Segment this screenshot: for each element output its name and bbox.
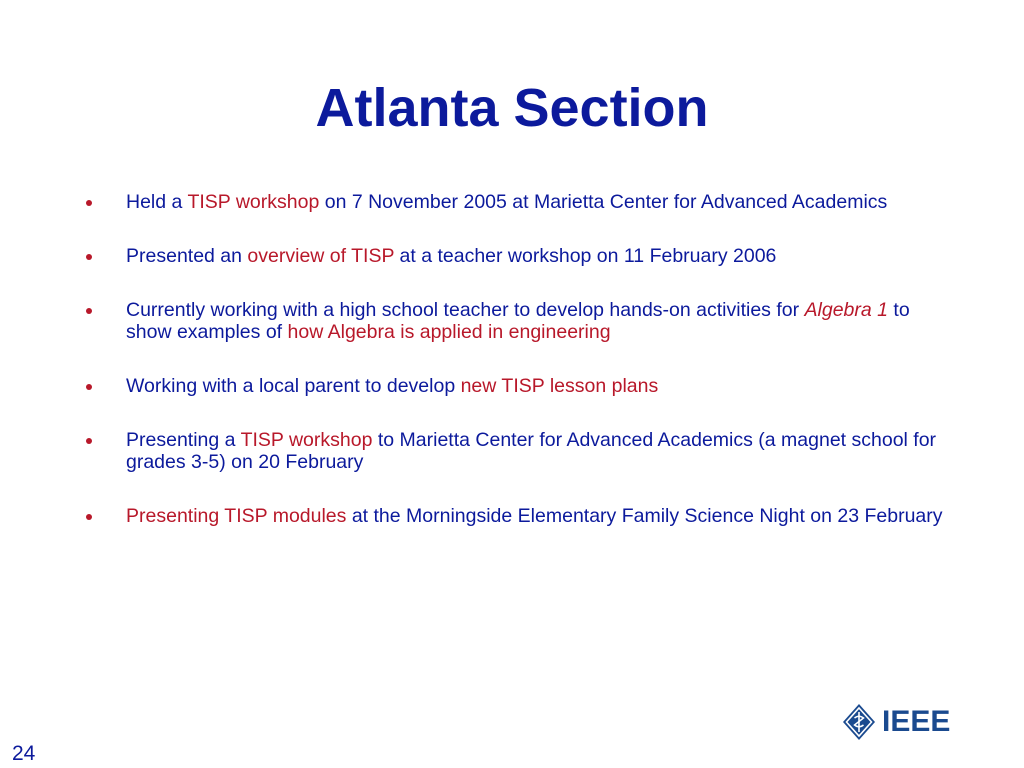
bullet-text-part: to Marietta Center for Advanced Academics (a magnet school for grades 3-5) on 20 February bbox=[126, 429, 937, 473]
bullet-text-part: on 7 November 2005 at Marietta Center for Advanced Academics bbox=[319, 191, 888, 213]
bullet-item bbox=[84, 245, 944, 267]
bullet-dot-icon bbox=[86, 254, 92, 260]
bullet-text-part: at a teacher workshop on 11 February 2006 bbox=[394, 245, 777, 267]
bullet-text-part: to show examples of bbox=[126, 299, 910, 343]
bullet-highlight-text: TISP workshop bbox=[240, 429, 373, 451]
ieee-diamond-icon bbox=[842, 703, 876, 741]
bullet-text-part: at the Morningside Elementary Family Science Night on 23 February bbox=[346, 505, 943, 527]
bullet-dot-icon bbox=[86, 200, 92, 206]
bullet-item bbox=[84, 505, 944, 527]
bullet-item bbox=[84, 429, 944, 473]
ieee-logo bbox=[842, 702, 950, 742]
bullet-highlight-italic-text: Algebra 1 bbox=[804, 299, 889, 321]
bullet-text-part: Held a bbox=[126, 191, 188, 213]
ieee-logo-text: IEEE bbox=[882, 705, 951, 738]
slide-title: Atlanta Section bbox=[315, 78, 709, 138]
bullet-text-part: Presented an bbox=[126, 245, 248, 267]
page-number: 24 bbox=[12, 742, 36, 765]
bullet-highlight-text: TISP workshop bbox=[187, 191, 320, 213]
bullet-text-part: Working with a local parent to develop bbox=[126, 375, 461, 397]
bullet-text-part: Presenting a bbox=[126, 429, 241, 451]
bullet-highlight-text: Presenting TISP modules bbox=[126, 505, 347, 527]
bullet-dot-icon bbox=[86, 308, 92, 314]
bullet-dot-icon bbox=[86, 514, 92, 520]
bullet-highlight-text: overview of TISP bbox=[247, 245, 395, 267]
bullet-dot-icon bbox=[86, 384, 92, 390]
bullet-list bbox=[84, 191, 944, 559]
bullet-dot-icon bbox=[86, 438, 92, 444]
bullet-item bbox=[84, 191, 944, 213]
bullet-item bbox=[84, 299, 944, 343]
bullet-highlight-text: how Algebra is applied in engineering bbox=[287, 321, 611, 343]
bullet-highlight-text: new TISP lesson plans bbox=[460, 375, 659, 397]
bullet-text-part: Currently working with a high school teacher to develop hands-on activities for bbox=[126, 299, 805, 321]
bullet-item bbox=[84, 375, 944, 397]
